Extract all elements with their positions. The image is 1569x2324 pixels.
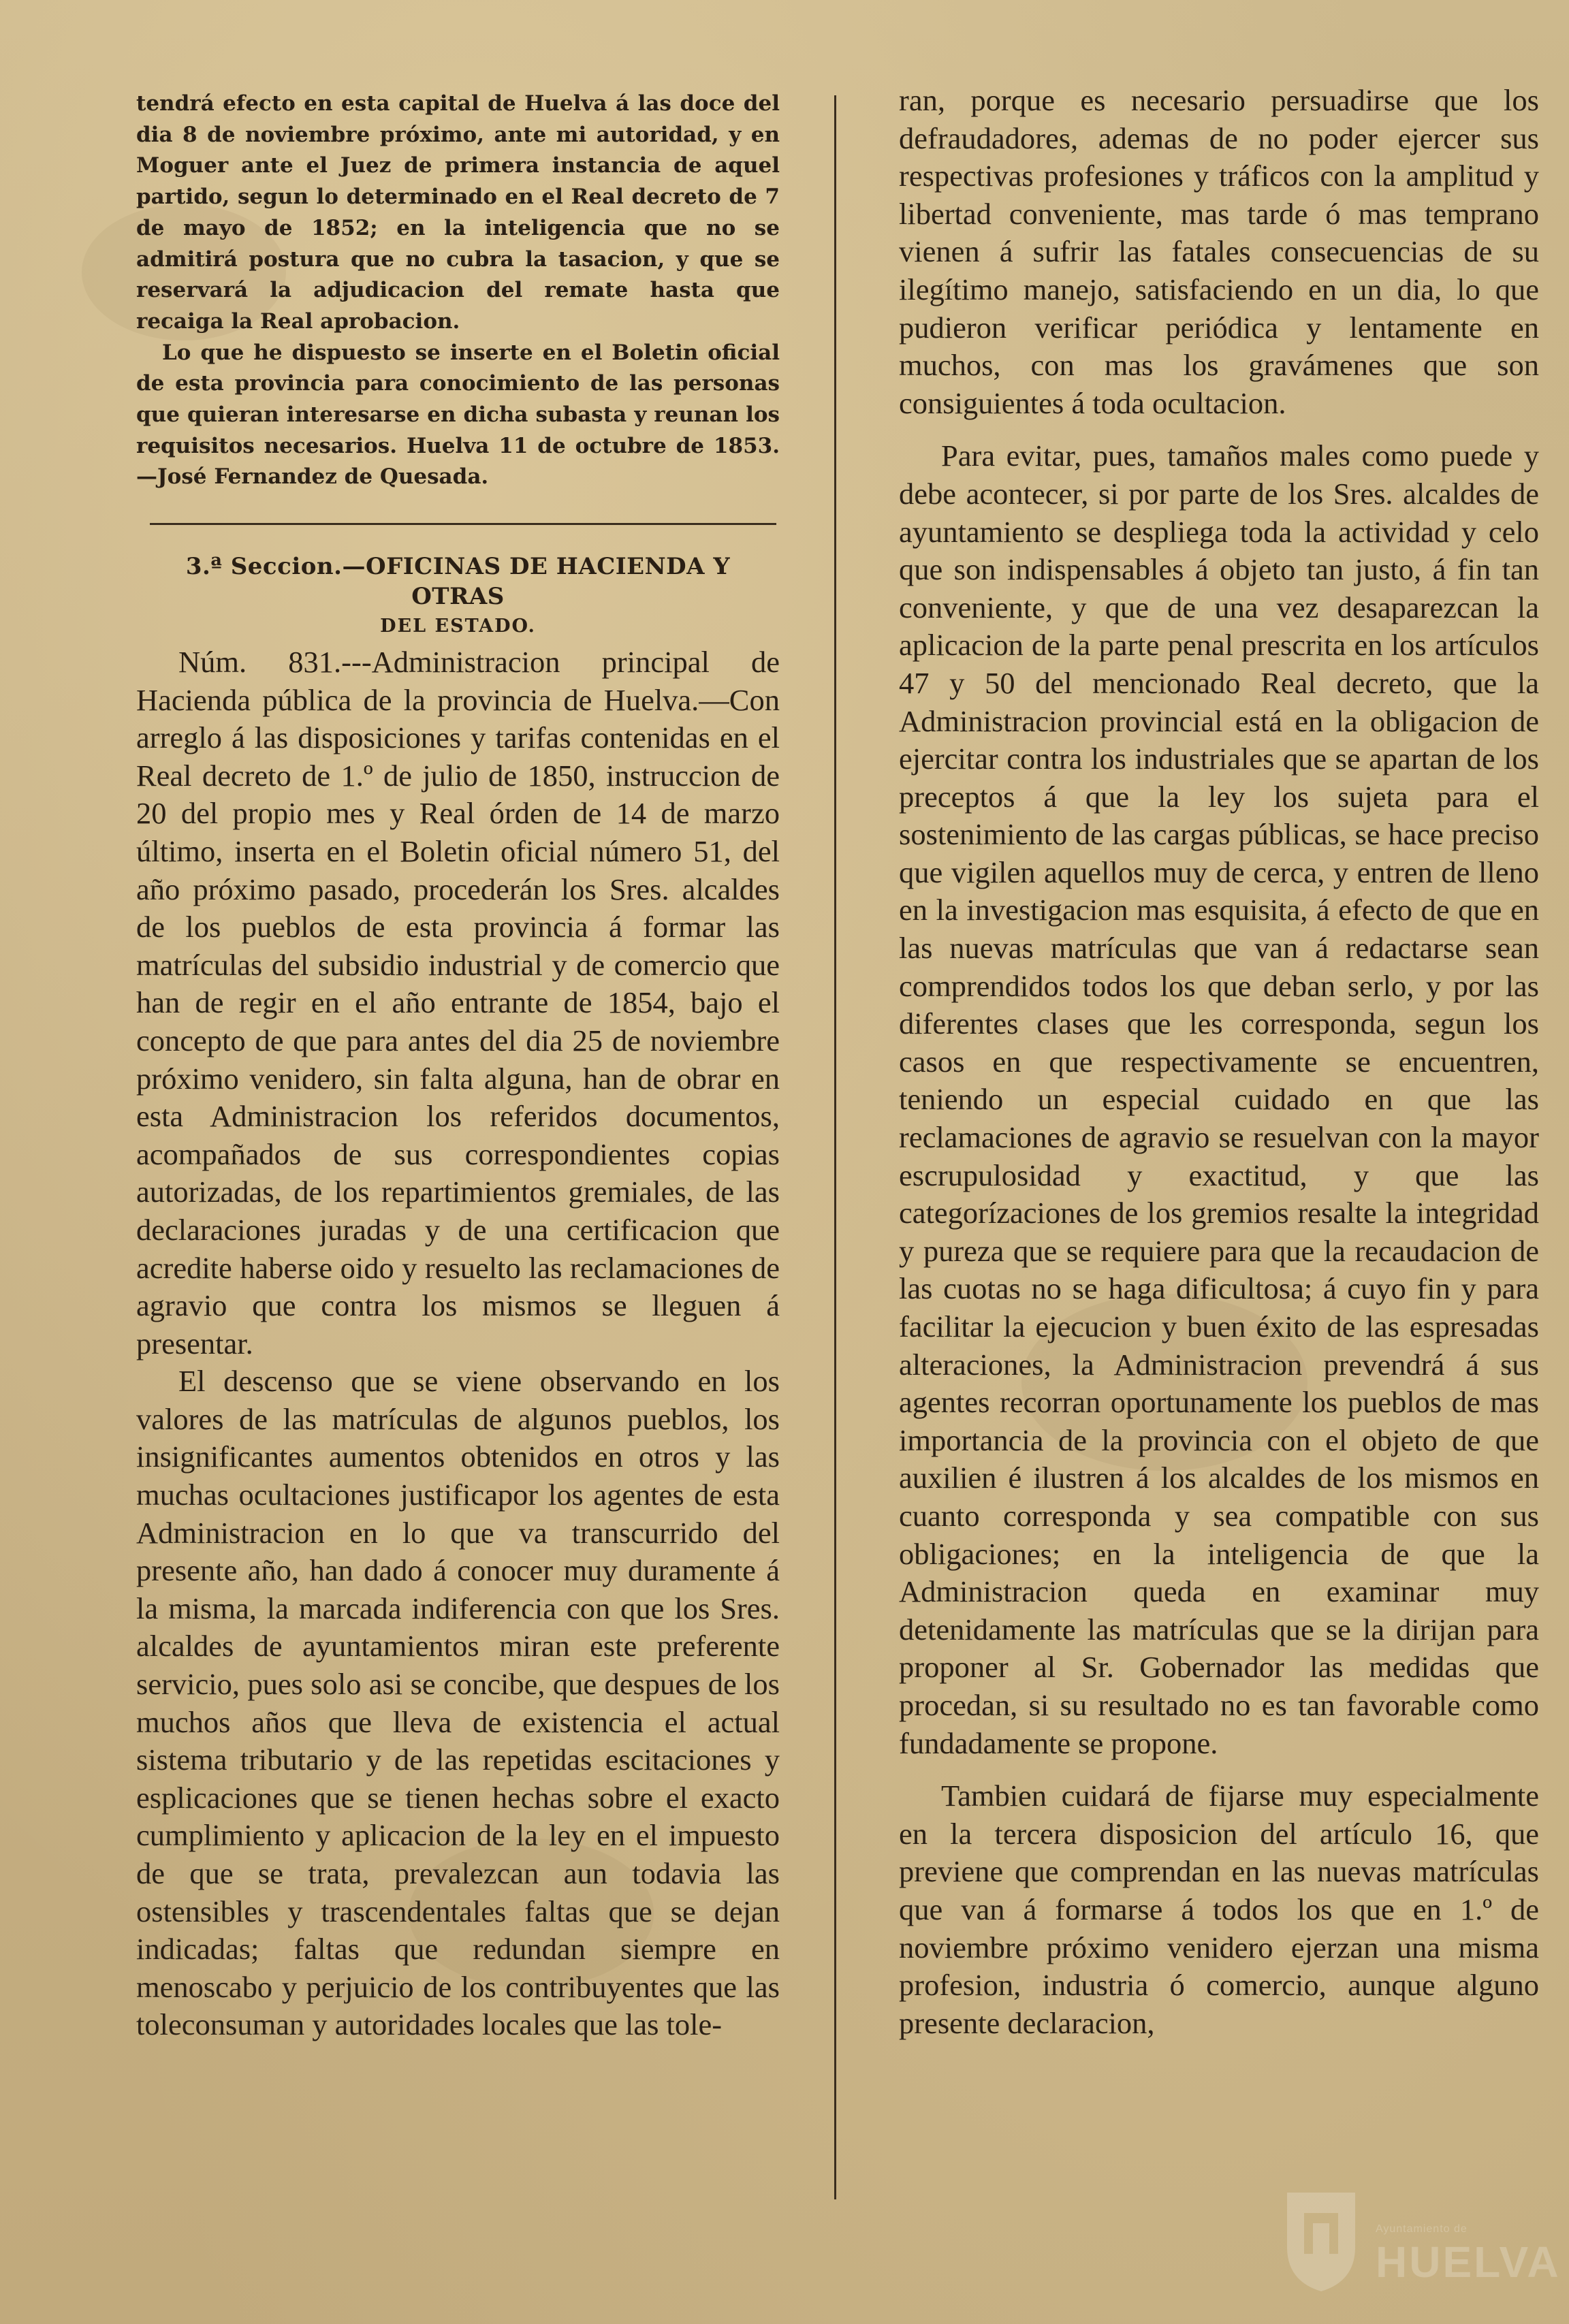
left-column <box>136 89 780 493</box>
section-heading <box>136 552 780 641</box>
section-divider <box>150 523 776 525</box>
auction-notice-signature-paragraph: Lo que he dispuesto se inserte en el Boletin oficial de esta provincia para conocimiento de las personas que quieran interesarse en dicha subasta y reunan los requisitos necesarios. Huelva 11 de octubre de 1853.—José Fernandez de Quesada. <box>136 340 780 490</box>
article-paragraph: Tambien cuidará de fijarse muy especialmente en la tercera disposicion del artículo 16, que previene que comprendan en las nuevas matrículas que van á formarse á todos los que en 1.º de noviembre próximo venidero ejerzan una misma profesion, industria ó comercio, aunque alguno presente declaracion, <box>899 1779 1539 2040</box>
right-body-text <box>899 82 1539 2042</box>
article-paragraph: El descenso que se viene observando en los valores de las matrículas de algunos pueblos, los insignificantes aumentos obtenidos en otros y las muchas ocultaciones justificapor los agentes de esta Administracion en lo que va transcurrido del presente año, han dado á conocer muy duramente á la misma, la marcada indiferencia con que los Sres. alcaldes de ayuntamientos miran este preferente servicio, pues solo asi se concibe, que despues de los muchos años que lleva de existencia el actual sistema tributario y de las repetidas escitaciones y esplicaciones que se tienen hechas sobre el exacto cumplimiento y aplicacion de la ley en el impuesto de que se trata, prevalezcan aun todavia las ostensibles y trascendentales faltas que se dejan indicadas; faltas que redundan siempre en menoscabo y perjuicio de los contribuyentes que las toleconsuman y autoridades locales que las tole- <box>136 1364 780 2042</box>
right-column <box>899 82 1539 2042</box>
column-divider <box>834 95 836 2199</box>
section-heading-title: 3.ª Seccion.—OFICINAS DE HACIENDA Y OTRAS <box>185 553 731 610</box>
auction-notice-paragraph: tendrá efecto en esta capital de Huelva á las doce del dia 8 de noviembre próximo, ante mi autoridad, y en Moguer ante el Juez de primera instancia de aquel partido, segun lo determinado en el Real decreto de 7 de mayo de 1852; en la inteligencia que no se admitirá postura que no cubra la tasacion, y que se reservará la adjudicacion del remate hasta que recaiga la Real aprobacion. <box>136 91 780 334</box>
archive-watermark <box>1273 2186 1561 2308</box>
watermark-caption: Ayuntamiento de <box>1376 2223 1468 2235</box>
watermark-title: HUELVA <box>1376 2238 1561 2287</box>
section-heading-subtitle: DEL ESTADO. <box>380 616 536 637</box>
article-paragraph: ran, porque es necesario persuadirse que los defraudadores, ademas de no poder ejercer sus respectivas profesiones y tráficos con la amplitud y libertad conveniente, mas tarde ó mas temprano vienen á sufrir las fatales consecuencias de su ilegítimo manejo, satisfaciendo en un dia, lo que pudieron verificar periódica y lentamente en muchos, con mas los gravámenes que son consiguientes á toda ocultacion. <box>899 83 1539 420</box>
left-body-text <box>136 643 780 2044</box>
article-paragraph: Para evitar, pues, tamaños males como puede y debe acontecer, si por parte de los Sres. alcaldes de ayuntamiento se despliega toda la actividad y celo que son indispensables á objeto tan justo, á fin tan conveniente, y que de una vez desaparezcan la aplicacion de la parte penal prescrita en los artículos 47 y 50 del mencionado Real decreto, que la Administracion provincial está en la obligacion de ejercitar contra los industriales que se apartan de los preceptos á que la ley los sujeta para el sostenimiento de las cargas públicas, se hace preciso que vigilen aquellos muy de cerca, y entren de lleno en la investigacion mas esquisita, á efecto de que en las nuevas matrículas que van á redactarse sean comprendidos todos los que deban serlo, y por las diferentes clases que les corresponda, segun los casos en que respectivamente se encuentren, teniendo un especial cuidado en que las reclamaciones de agravio se resuelvan con la mayor escrupulosidad y exactitud, y que las categorízaciones de los gremios resalte la integridad y pureza que se requiere para que la recaudacion de las cuotas no se haga dificultosa; á cuyo fin y para facilitar la ejecucion y buen éxito de las espresadas alteraciones, la Administracion prevendrá á sus agentes recorran oportunamente los pueblos de mas importancia de la provincia con el objeto de que auxilien é ilustren á los alcaldes de los mismos en cuanto corresponda y sea compatible con sus obligaciones; en la inteligencia de que la Administracion queda en examinar muy detenidamente las matrículas que se la dirijan para proponer al Sr. Gobernador las medidas que procedan, si su resultado no es tan favorable como fundadamente se propone. <box>899 439 1539 1760</box>
city-shield-icon <box>1280 2186 1362 2295</box>
article-paragraph: Núm. 831.---Administracion principal de Hacienda pública de la provincia de Huelva.—Con arreglo á las disposiciones y tarifas contenidas en el Real decreto de 1.º de julio de 1850, instruccion de 20 del propio mes y Real órden de 14 de marzo último, inserta en el Boletin oficial número 51, del año próximo pasado, procederán los Sres. alcaldes de los pueblos de esta provincia á formar las matrículas del subsidio industrial y de comercio que han de regir en el año entrante de 1854, bajo el concepto de que para antes del dia 25 de noviembre próximo venidero, sin falta alguna, han de obrar en esta Administracion los referidos documentos, acompañados de sus correspondientes copias autorizadas, de los repartimientos gremiales, de las declaraciones juradas y de una certificacion que acredite haberse oido y resuelto las reclamaciones de agravio que contra los mismos se lleguen á presentar. <box>136 645 780 1360</box>
auction-notice <box>136 89 780 493</box>
